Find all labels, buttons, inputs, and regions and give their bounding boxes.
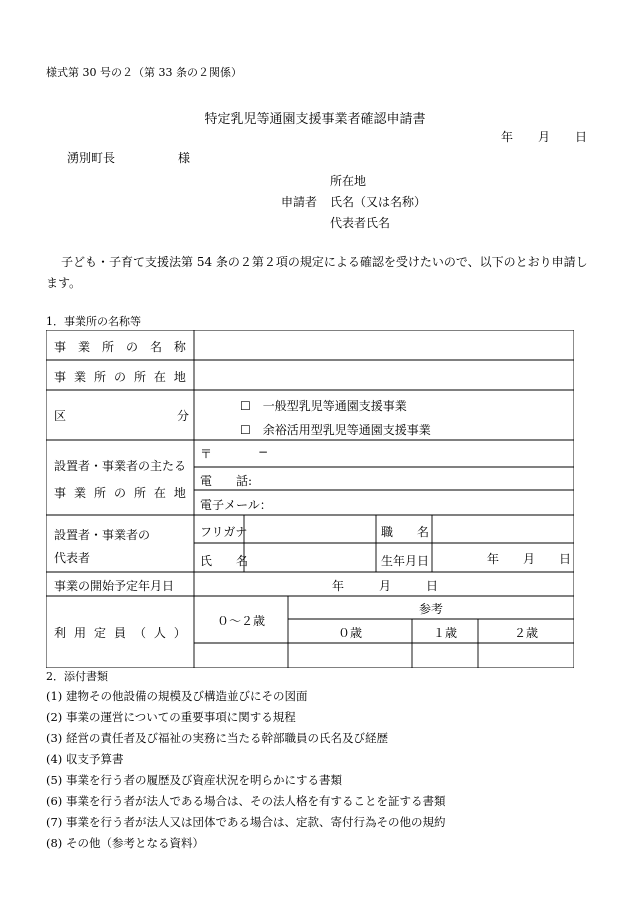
age-0-2-header: ０～２歳 bbox=[216, 614, 265, 628]
name-label: 氏 名 bbox=[200, 554, 249, 568]
main-office-label-2: 事 業 所 の 所 在 地 bbox=[54, 486, 186, 500]
birth-year: 年 bbox=[487, 552, 500, 566]
start-year: 年 bbox=[332, 579, 345, 593]
position-label: 職 名 bbox=[381, 525, 430, 539]
list-item: (6) 事業を行う者が法人である場合は、その法人格を有することを証する書類 bbox=[46, 794, 446, 808]
category-option-general[interactable]: ☐ 一般型乳児等通園支援事業 bbox=[240, 399, 407, 413]
birth-day: 日 bbox=[559, 552, 572, 566]
applicant-address-label: 所在地 bbox=[330, 174, 367, 188]
facility-address-label: 事 業 所 の 所 在 地 bbox=[54, 370, 186, 384]
main-office-label-1: 設置者・事業者の主たる bbox=[54, 459, 187, 473]
representative-label-2: 代表者 bbox=[54, 551, 91, 565]
birth-month: 月 bbox=[523, 552, 536, 566]
attachments-list bbox=[46, 686, 445, 854]
date-day: 日 bbox=[575, 130, 588, 144]
section1-heading: 1．事業所の名称等 bbox=[46, 315, 141, 328]
start-month: 月 bbox=[379, 579, 392, 593]
reference-header: 参考 bbox=[418, 602, 443, 616]
start-date-label: 事業の開始予定年月日 bbox=[54, 579, 175, 593]
list-item: (4) 収支予算書 bbox=[46, 752, 124, 766]
capacity-label: 利 用 定 員 （ 人 ） bbox=[54, 626, 186, 640]
age-0-header: ０歳 bbox=[337, 626, 362, 640]
list-item: (2) 事業の運営についての重要事項に関する規程 bbox=[46, 710, 296, 724]
facility-name-label: 事 業 所 の 名 称 bbox=[54, 340, 186, 354]
page-title: 特定乳児等通園支援事業者確認申請書 bbox=[204, 112, 426, 127]
facility-info-table bbox=[46, 330, 574, 668]
list-item: (5) 事業を行う者の履歴及び資産状況を明らかにする書類 bbox=[46, 773, 342, 787]
list-item: (7) 事業を行う者が法人又は団体である場合は、定款、寄付行為その他の規約 bbox=[46, 815, 446, 829]
applicant-label: 申請者 bbox=[281, 195, 318, 209]
representative-label-1: 設置者・事業者の bbox=[54, 528, 151, 542]
postal-dash: − bbox=[258, 445, 269, 459]
furigana-label: フリガナ bbox=[200, 525, 248, 539]
age-2-header: ２歳 bbox=[513, 626, 538, 640]
list-item: (8) その他（参考となる資料） bbox=[46, 836, 204, 850]
applicant-representative-label: 代表者氏名 bbox=[330, 216, 391, 230]
body-text-line2: ます。 bbox=[46, 276, 82, 290]
addressee-honorific: 様 bbox=[178, 151, 191, 165]
start-day: 日 bbox=[426, 579, 439, 593]
body-text-line1: 子ども・子育て支援法第 54 条の２第２項の規定による確認を受けたいので、以下のとおり申請し bbox=[61, 255, 588, 269]
applicant-name-label: 氏名（又は名称） bbox=[330, 195, 427, 209]
phone-label: 電 話: bbox=[200, 474, 253, 488]
birthdate-label: 生年月日 bbox=[381, 554, 430, 568]
addressee-name: 湧別町長 bbox=[67, 151, 116, 165]
category-label-1: 区 bbox=[54, 409, 67, 423]
postal-label: 〒 bbox=[200, 447, 213, 461]
email-label: 電子メール： bbox=[200, 498, 272, 512]
age-1-header: １歳 bbox=[432, 626, 457, 640]
date-year: 年 bbox=[501, 130, 514, 144]
category-label-2: 分 bbox=[177, 409, 190, 423]
date-month: 月 bbox=[538, 130, 551, 144]
list-item: (3) 経営の責任者及び福祉の実務に当たる幹部職員の氏名及び経歴 bbox=[46, 731, 388, 745]
form-number: 様式第 30 号の２（第 33 条の２関係） bbox=[46, 66, 242, 79]
list-item: (1) 建物その他設備の規模及び構造並びにその図面 bbox=[46, 689, 308, 703]
category-option-surplus[interactable]: ☐ 余裕活用型乳児等通園支援事業 bbox=[240, 423, 431, 437]
section2-heading: 2．添付書類 bbox=[46, 670, 108, 683]
